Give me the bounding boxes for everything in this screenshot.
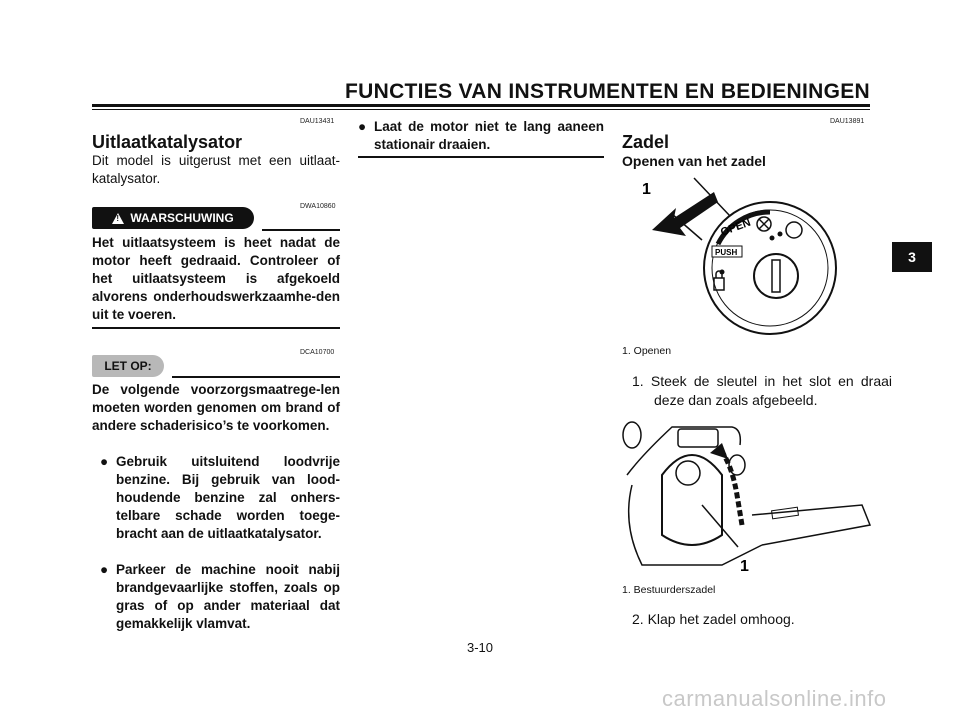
header-rule-thin [92,109,870,110]
section-heading-seat: Zadel [622,132,670,152]
header-rule [92,104,870,107]
warning-triangle-icon [112,213,124,224]
bullet-icon: ● [100,562,109,577]
position-dot [778,232,783,237]
on-icon [786,222,802,238]
warning-rule-top [262,229,340,231]
notice-badge: LET OP: [92,355,164,377]
lift-arrow-icon [710,443,728,459]
rear-body-outline [752,505,870,545]
callout-line [702,505,738,547]
notice-rule-top [172,376,340,378]
open-arrow-icon [652,192,718,236]
seat-outline [662,455,722,545]
section-code: DAU13431 [300,118,335,125]
notice-code: DCA10700 [300,349,335,356]
lock-icon-shackle [716,271,722,278]
subheading-open-seat: Openen van het zadel [622,153,766,169]
figure-callout-1: 1 [740,558,749,575]
bullet-icon: ● [358,119,367,134]
instruction-step-2: 2. Klap het zadel omhoog. [632,611,795,627]
section-code: DAU13891 [830,118,865,125]
figure-caption-seat: 1. Bestuurderszadel [622,584,716,596]
section-heading-catalyst: Uitlaatkatalysator [92,132,243,152]
meter-panel [678,429,718,447]
chapter-tab: 3 [892,242,932,272]
lift-arrow-path [720,449,742,525]
list-item [100,561,340,633]
warning-badge [92,207,254,229]
list-item [358,118,604,154]
catalyst-intro: Dit model is uitgerust met een uitlaat-katalysator. [92,153,340,186]
page-header-title: FUNCTIES VAN INSTRUMENTEN EN BEDIENINGEN [345,80,870,103]
watermark: carmanualsonline.info [662,686,887,711]
figure-callout-1: 1 [642,181,651,198]
position-dot [770,236,775,241]
key-slot [772,260,780,292]
page-number: 3-10 [466,640,494,655]
instruction-step-1: 1. Steek de sleutel in het slot en draai deze dan zoals afgebeeld. [632,373,892,408]
warning-rule-bottom [92,327,340,329]
figure-caption-open: 1. Openen [622,345,672,357]
list-item [100,453,340,543]
mirror-left [623,422,641,448]
bullet-text: Parkeer de machine nooit nabij brandgevaarlijke stoffen, zoals op gras of op ander materiaal dat gemakkelijk vlamvat. [116,562,340,631]
scooter-seat-figure [622,415,872,580]
open-label: OPEN [719,216,753,239]
bullet-text: Laat de motor niet te lang aaneen stationair draaien. [374,119,604,152]
notice-text: De volgende voorzorgsmaatrege-len moeten worden genomen om brand of andere schaderisico’s te voorkomen. [92,382,340,433]
mirror-right [729,455,745,475]
push-label: PUSH [715,248,738,257]
bullet-icon: ● [100,454,109,469]
warning-code: DWA10860 [300,203,336,210]
bullet-text: Gebruik uitsluitend loodvrije benzine. Bij gebruik van lood-houdende benzine zal onhers-telbare schade worden toege-bracht aan de uitlaatkatalysator. [116,454,340,541]
key-lock-figure [622,172,852,342]
warning-label: WAARSCHUWING [130,211,234,225]
seat-lock [676,461,700,485]
warning-text: Het uitlaatsysteem is heet nadat de motor heeft gedraaid. Controleer of het uitlaatsysteem is afgekoeld alvorens onderhoudswerkzaamhe-den uit te voeren. [92,235,340,322]
notice-rule-end [358,156,604,158]
